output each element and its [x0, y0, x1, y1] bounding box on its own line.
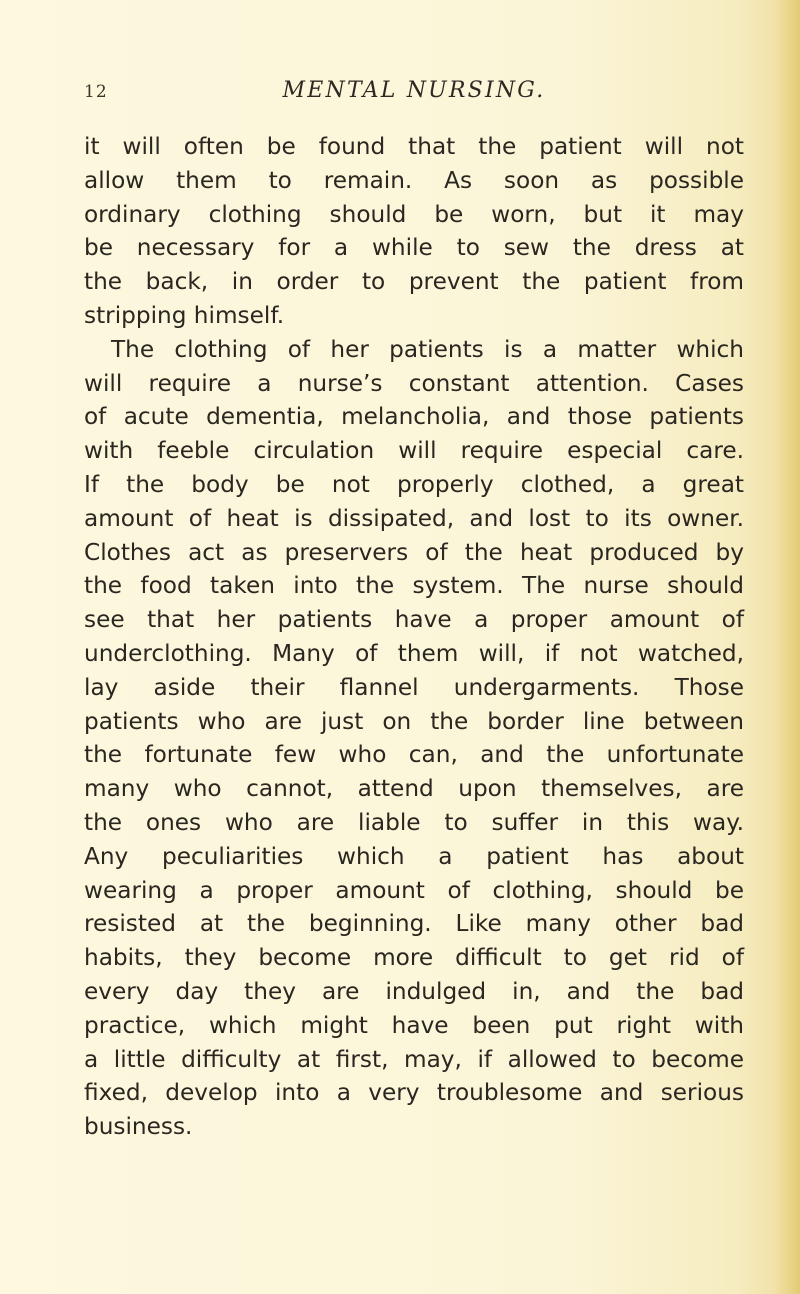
text-line: resisted at the beginning. Like many other bad	[84, 910, 744, 938]
text-line: ordinary clothing should be worn, but it may	[84, 200, 744, 228]
text-line: The clothing of her patients is a matter which	[111, 335, 744, 363]
text-line: Clothes act as preservers of the heat produced by	[84, 538, 744, 566]
text-line: amount of heat is dissipated, and lost to its owner.	[84, 504, 744, 532]
text-line: of acute dementia, melancholia, and those patients	[84, 403, 744, 431]
text-line: see that her patients have a proper amount of	[84, 606, 744, 634]
text-line: the fortunate few who can, and the unfortunate	[84, 741, 744, 769]
text-line: underclothing. Many of them will, if not watched,	[84, 639, 744, 667]
text-line: be necessary for a while to sew the dress at	[84, 234, 744, 262]
text-line: Any peculiarities which a patient has about	[84, 842, 744, 870]
text-line: with feeble circulation will require especial care.	[84, 437, 744, 465]
body-text	[84, 130, 744, 1144]
text-line: patients who are just on the border line between	[84, 707, 744, 735]
text-line: practice, which might have been put right with	[84, 1011, 744, 1039]
page-number: 12	[84, 82, 108, 102]
text-line: lay aside their flannel undergarments. Those	[84, 673, 744, 701]
text-line: a little difficulty at first, may, if allowed to become	[84, 1045, 744, 1073]
text-line: the ones who are liable to suffer in this way.	[84, 808, 744, 836]
text-line: fixed, develop into a very troublesome and serious	[84, 1079, 744, 1107]
text-line: the food taken into the system. The nurse should	[84, 572, 744, 600]
page-header	[84, 78, 744, 114]
text-line: it will often be found that the patient will not	[84, 133, 744, 160]
text-line: habits, they become more difficult to get rid of	[84, 944, 744, 972]
text-line: stripping himself.	[84, 301, 285, 329]
text-line: wearing a proper amount of clothing, should be	[84, 876, 744, 904]
text-line: every day they are indulged in, and the bad	[84, 977, 744, 1005]
text-line: the back, in order to prevent the patient from	[84, 268, 744, 296]
text-line: will require a nurse’s constant attention. Cases	[84, 369, 744, 397]
text-line: If the body be not properly clothed, a great	[84, 470, 744, 498]
running-title: MENTAL NURSING.	[282, 78, 546, 103]
page-edge-shading	[774, 0, 800, 1294]
text-line: allow them to remain. As soon as possible	[84, 166, 744, 194]
text-line: many who cannot, attend upon themselves, are	[84, 775, 744, 803]
text-line: business.	[84, 1113, 193, 1141]
